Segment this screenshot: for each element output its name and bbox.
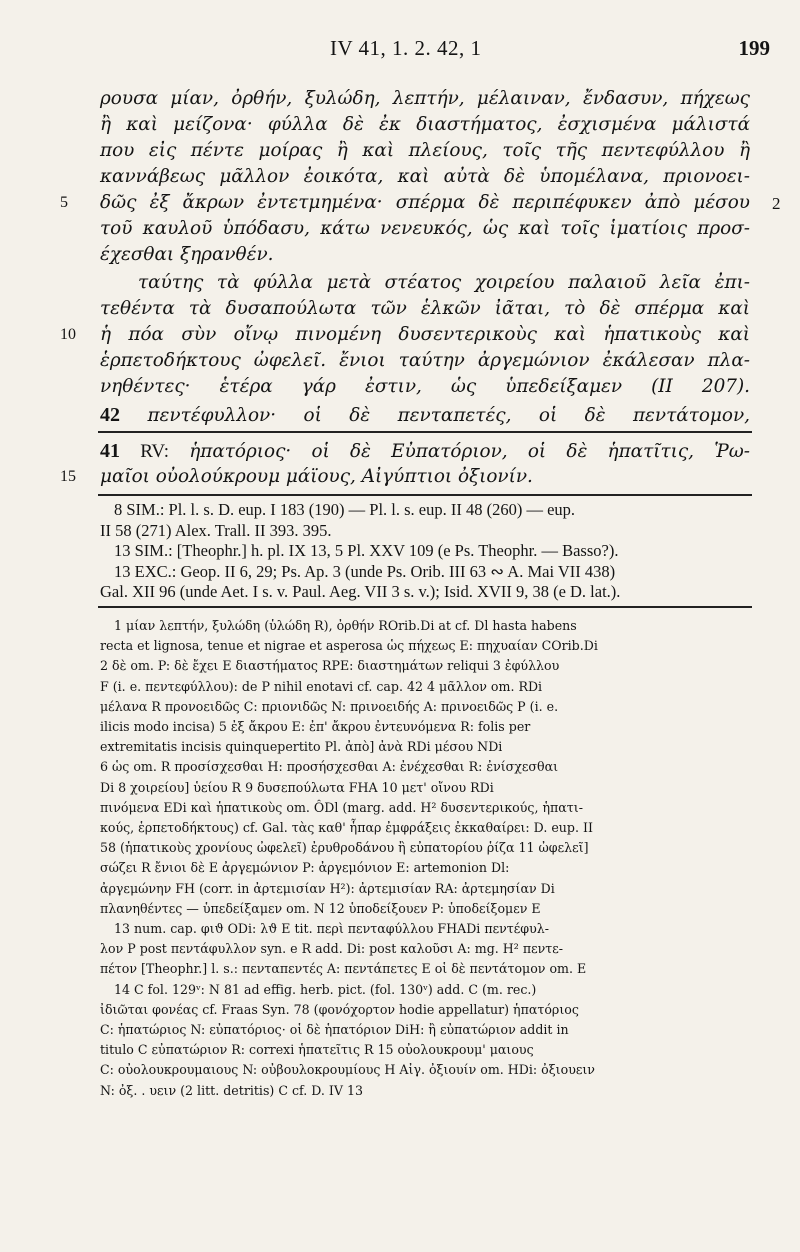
apparatus-rule	[98, 606, 752, 608]
apparatus-line: μέλανα R προνοειδῶς C: πριονιδῶς N: πρινοειδής A: πρινοειδῶς P (i. e.	[100, 698, 559, 714]
testimonia-line: 8 SIM.: Pl. l. s. D. eup. I 183 (190) — Pl. l. s. eup. II 48 (260) — eup.	[114, 500, 576, 519]
line-number: 15	[60, 468, 76, 485]
apparatus-line: κούς, ἑρπετοδήκτους) cf. Gal. τὰς καθ' ἧπαρ ἐμφράξεις ἐκκαθαίρει: D. eup. II	[100, 820, 593, 836]
text-line: ἢ καὶ μείζονα· φύλλα δὲ ἐκ διαστήματος, ἐσχισμένα μάλιστά	[100, 114, 750, 135]
apparatus-line: extremitatis incisis quinquepertito Pl. ἀπὸ] ἀνὰ RDi μέσου NDi	[100, 739, 503, 755]
apparatus-line: πέτον [Theophr.] l. s.: πενταπεντές A: πεντάπετες E οἱ δὲ πεντάτομον om. E	[100, 961, 587, 977]
text-line: τοῦ καυλοῦ ὑπόδασυ, κάτω νενευκός, ὡς καὶ τοῖς ἱματίοις προσ-	[100, 218, 750, 239]
apparatus-line: N: ὀξ. . υειν (2 litt. detritis) C cf. D. IV 13	[100, 1082, 363, 1098]
chapter-number: 42	[100, 404, 120, 426]
rv-sigla: RV:	[140, 441, 169, 462]
text-line: μαῖοι οὐολούκρουμ μάϊους, Αἰγύπτιοι ὀξιονίν.	[100, 466, 533, 487]
testimonia-line: 13 SIM.: [Theophr.] h. pl. IX 13, 5 Pl. XXV 109 (e Ps. Theophr. — Basso?).	[114, 541, 619, 560]
text-line: έχεσθαι ξηρανθέν.	[100, 244, 274, 265]
chapter-text: πεντέφυλλον· οἱ δὲ πενταπετές, οἱ δὲ πεντάτομον,	[147, 405, 750, 426]
testimonia-block	[100, 500, 752, 603]
text-line: νηθέντες· ἑτέρα γάρ ἐστιν, ὡς ὑπεδείξαμεν (II 207).	[100, 376, 750, 397]
testimonia-line: II 58 (271) Alex. Trall. II 393. 395.	[100, 520, 332, 540]
apparatus-line: titulo C εὐπατώριον R: correxi ἡπατεῖτις R 15 οὐολουκρουμ' μαιους	[100, 1042, 534, 1058]
apparatus-line: recta et lignosa, tenue et nigrae et asperosa ὡς πήχεως E: πηχυαίαν COrib.Di	[100, 638, 598, 654]
text-line: δῶς ἐξ ἄκρων ἐντετμημένα· σπέρμα δὲ περιπέφυκεν ἀπὸ μέσου	[100, 192, 750, 213]
text-line: τεθέντα τὰ δυσαπούλωτα τῶν ἑλκῶν ἰᾶται, τὸ δὲ σπέρμα καὶ	[100, 298, 750, 319]
text-line: ἑρπετοδήκτους ὠφελεῖ. ἔνιοι ταύτην ἀργεμώνιον ἐκάλεσαν πλα-	[100, 350, 750, 371]
apparatus-line: F (i. e. πεντεφύλλου): de P nihil enotavi cf. cap. 42 4 μᾶλλον om. RDi	[100, 678, 543, 694]
critical-apparatus	[100, 616, 752, 1101]
page-header	[80, 36, 770, 66]
margin-chapter-number: 2	[772, 194, 781, 213]
apparatus-line: 6 ὡς om. R προσίσχεσθαι H: προσήσχεσθαι A: ἐνέχεσθαι R: ἐνίσχεσθαι	[100, 759, 559, 775]
apparatus-line: 13 num. cap. φιϑ ODi: λϑ E tit. περὶ πενταφύλλου FHADi πεντέφυλ-	[114, 921, 549, 937]
text-line: καννάβεως μᾶλλον ἐοικότα, καὶ αὐτὰ δὲ ὑπομέλανα, πριονοει-	[100, 166, 750, 187]
rv-number: 41	[100, 440, 120, 462]
text-line: ἡ πόα σὺν οἴνῳ πινομένη δυσεντερικοὺς καὶ ἡπατικοὺς καὶ	[100, 324, 750, 345]
rv-text: ἡπατόριος· οἱ δὲ Εὐπατόριον, οἱ δὲ ἡπατῖτις, Ῥω-	[189, 441, 750, 462]
apparatus-line: ἀργεμώνην FH (corr. in ἀρτεμισίαν H²): ἀρτεμισίαν RA: ἀρτεμησίαν Di	[100, 880, 555, 896]
apparatus-line: C: οὐολουκρουμαιους N: οὐβουλοκρουμίους H Αἰγ. ὀξιουίν om. HDi: ὀξιουειν	[100, 1062, 595, 1078]
apparatus-line: λον P post πεντάφυλλον syn. e R add. Di: post καλοῦσι A: mg. H² πεντε-	[100, 941, 564, 957]
apparatus-line: πλανηθέντες — ὑπεδείξαμεν om. N 12 ὑποδείξουεν P: ὑποδείξομεν E	[100, 900, 541, 916]
chapter-42-heading	[100, 402, 750, 429]
line-number: 5	[60, 194, 68, 211]
text-line: ρουσα μίαν, ὀρθήν, ξυλώδη, λεπτήν, μέλαιναν, ἔνδασυν, πήχεως	[100, 88, 750, 109]
apparatus-line: 14 C fol. 129ᵛ: N 81 ad effig. herb. pict. (fol. 130ᵛ) add. C (m. rec.)	[114, 981, 537, 997]
text-line: ταύτης τὰ φύλλα μετὰ στέατος χοιρείου παλαιοῦ λεῖα ἐπι-	[138, 272, 750, 293]
apparatus-line: ilicis modo incisa) 5 ἐξ ἄκρου E: ἐπ' ἄκρου ἐντευνόμενα R: folis per	[100, 719, 531, 735]
testimonia-line: Gal. XII 96 (unde Aet. I s. v. Paul. Aeg. VII 3 s. v.); Isid. XVII 9, 38 (e D. lat.).	[100, 582, 621, 601]
apparatus-line: C: ἡπατώριος N: εὐπατόριος· οἱ δὲ ἡπατόριον DiH: ἢ εὐπατώριον addit in	[100, 1022, 569, 1038]
apparatus-line: Di 8 χοιρείου] ὑείου R 9 δυσεπούλωτα FHA 10 μετ' οἴνου RDi	[100, 779, 494, 795]
apparatus-line: ἰδιῶται φονέας cf. Fraas Syn. 78 (φονόχορτον hodie appellatur) ἡπατόριος	[100, 1001, 579, 1017]
rv-line	[100, 438, 750, 465]
apparatus-line: 1 μίαν λεπτήν, ξυλώδη (ὑλώδη R), ὀρθήν ROrib.Di at cf. Dl hasta habens	[114, 618, 577, 633]
apparatus-line: σώζει R ἔνιοι δὲ E ἀργεμώνιον P: ἀργεμόνιον E: artemonion Dl:	[100, 860, 510, 876]
apparatus-line: 2 δὲ om. P: δὲ ἔχει E διαστήματος RPE: διαστημάτων reliqui 3 ἐφύλλου	[100, 658, 560, 674]
apparatus-line: 58 (ἡπατικοὺς χρονίους ὠφελεῖ) ἐρυθροδάνου ἢ εὐπατορίου ῥίζα 11 ὠφελεῖ]	[100, 840, 589, 856]
testimonia-rule	[98, 494, 752, 496]
apparatus-line: πινόμενα EDi καὶ ἡπατικοὺς om. ÔDl (marg. add. H² δυσεντερικούς, ἡπατι-	[100, 799, 583, 815]
testimonia-line: 13 EXC.: Geop. II 6, 29; Ps. Ap. 3 (unde Ps. Orib. III 63 ∾ A. Mai VII 438)	[114, 561, 616, 581]
running-head: IV 41, 1. 2. 42, 1	[330, 36, 482, 60]
text-line: που εἰς πέντε μοίρας ἢ καὶ πλείους, τοῖς τῆς πεντεφύλλου ἢ	[100, 140, 750, 161]
section-rule	[98, 431, 752, 433]
page-number: 199	[738, 36, 770, 60]
line-number: 10	[60, 326, 76, 343]
